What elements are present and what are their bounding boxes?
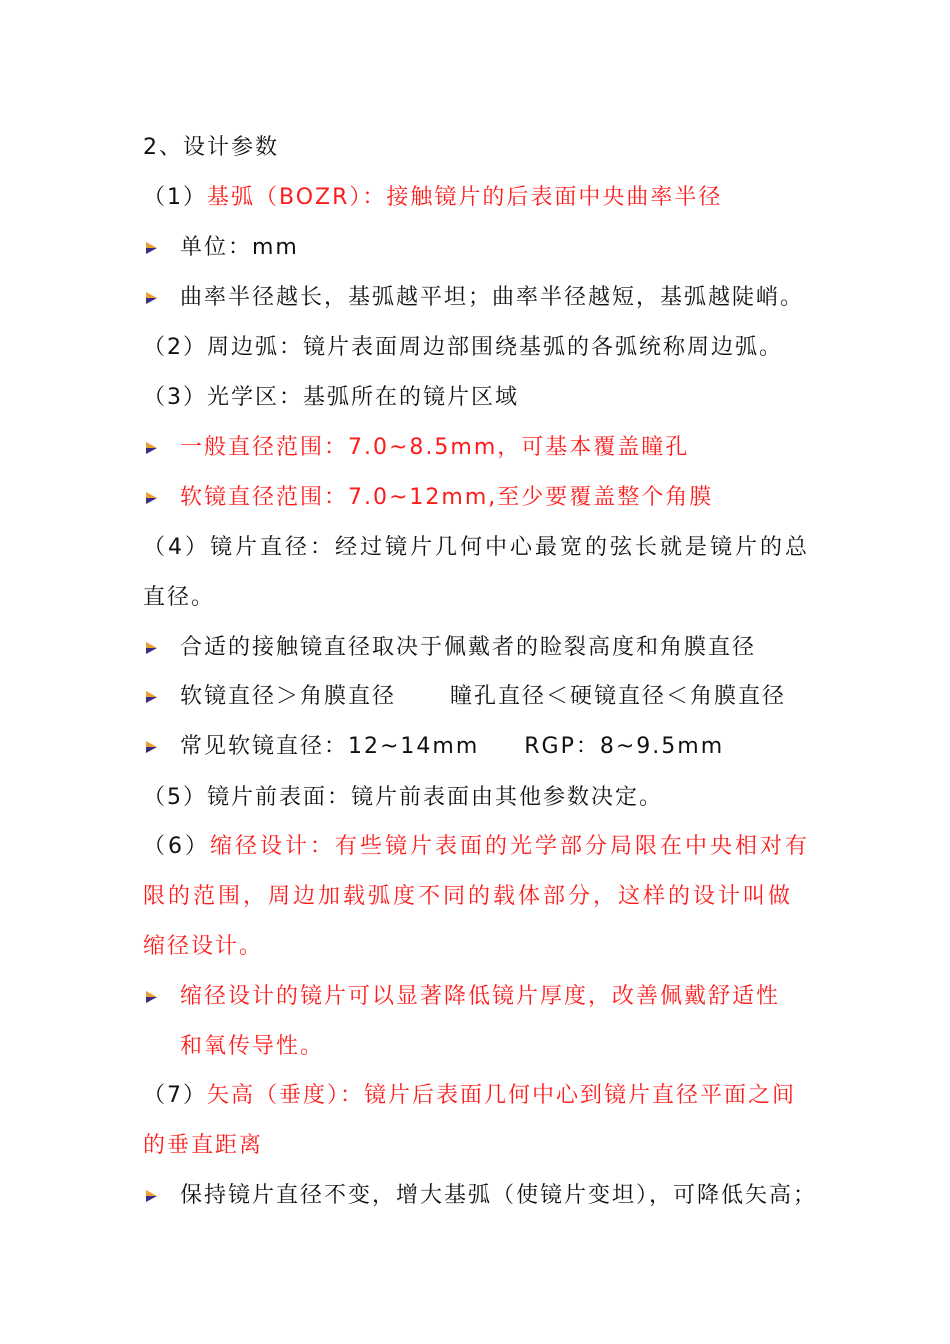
item-1-text: 基弧（BOZR）：接触镜片的后表面中央曲率半径 [207,185,723,210]
item-7-prefix: （7） [143,1083,207,1108]
item-1-prefix: （1） [143,185,207,210]
item-4-bullet-3: 常见软镜直径：12~14mm RGP：8~9.5mm [180,734,725,759]
item-4-bullet-1: 合适的接触镜直径取决于佩戴者的睑裂高度和角膜直径 [180,635,757,660]
item-6-text: 缩径设计：有些镜片表面的光学部分局限在中央相对有 [210,834,811,859]
item-1 [143,183,722,213]
arrow-bullet-icon [145,491,159,505]
item-7-bullet: 保持镜片直径不变，增大基弧（使镜片变坦），可降低矢高； [180,1183,818,1208]
arrow-bullet-icon [145,241,159,255]
arrow-bullet-icon [145,1189,159,1203]
arrow-bullet-icon [145,740,159,754]
item-6-line-3: 缩径设计。 [143,934,264,959]
arrow-bullet-icon [145,990,159,1004]
item-6-bullet-line-2: 和氧传导性。 [180,1034,325,1059]
item-6-line-1 [143,832,810,862]
item-3-bullet-2: 软镜直径范围：7.0~12mm,至少要覆盖整个角膜 [180,485,714,510]
item-5: （5）镜片前表面：镜片前表面由其他参数决定。 [143,785,663,810]
section-heading: 2、设计参数 [143,135,279,160]
arrow-bullet-icon [145,441,159,455]
arrow-bullet-icon [145,291,159,305]
item-4-line-1: （4）镜片直径：经过镜片几何中心最宽的弦长就是镜片的总 [143,535,810,560]
item-7-line-1 [143,1081,796,1111]
item-7-line-2: 的垂直距离 [143,1133,264,1158]
item-4-line-2: 直径。 [143,585,216,610]
item-4-bullet-2: 软镜直径＞角膜直径 瞳孔直径＜硬镜直径＜角膜直径 [180,684,786,709]
item-3-bullet-1: 一般直径范围：7.0~8.5mm，可基本覆盖瞳孔 [180,435,690,460]
item-1-bullet-2: 曲率半径越长，基弧越平坦；曲率半径越短，基弧越陡峭。 [180,285,805,310]
item-6-bullet-line-1: 缩径设计的镜片可以显著降低镜片厚度，改善佩戴舒适性 [180,984,781,1009]
item-3: （3）光学区：基弧所在的镜片区域 [143,385,519,410]
item-1-bullet-1: 单位：mm [180,235,299,260]
item-6-prefix: （6） [143,834,210,859]
item-2: （2）周边弧：镜片表面周边部围绕基弧的各弧统称周边弧。 [143,335,783,360]
arrow-bullet-icon [145,690,159,704]
item-7-text: 矢高（垂度）：镜片后表面几何中心到镜片直径平面之间 [207,1083,797,1108]
item-6-line-2: 限的范围，周边加载弧度不同的载体部分，这样的设计叫做 [143,884,794,909]
arrow-bullet-icon [145,641,159,655]
